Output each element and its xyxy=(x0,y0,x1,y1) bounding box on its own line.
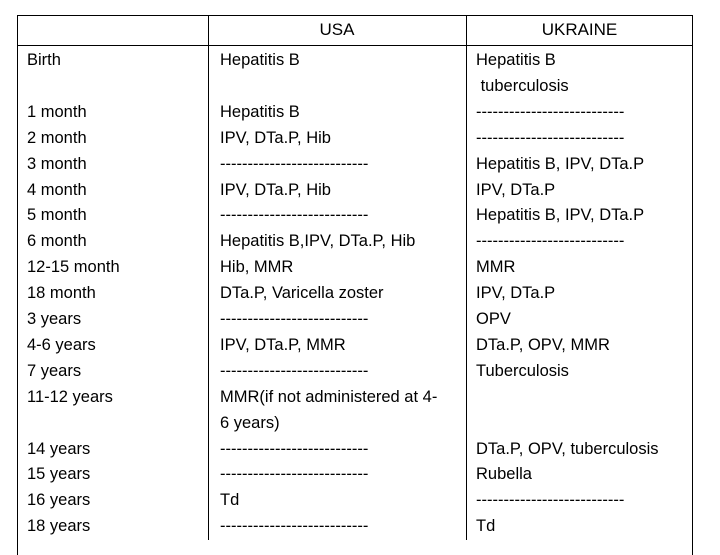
ukraine-cell: MMR xyxy=(476,258,516,277)
age-cell: 3 years xyxy=(27,310,82,328)
ukraine-cell: IPV, DTa.P xyxy=(476,284,556,303)
header-divider xyxy=(17,45,693,46)
ukraine-cell: Hepatitis B xyxy=(476,51,556,69)
age-cell: 1 month xyxy=(27,102,87,121)
usa-cell: --------------------------- xyxy=(220,517,369,536)
usa-cell: --------------------------- xyxy=(220,361,369,380)
ukraine-cell: Tuberculosis xyxy=(476,361,569,380)
usa-cell: --------------------------- xyxy=(220,154,369,173)
usa-cell: Hepatitis B xyxy=(220,51,300,69)
age-cell: 4 month xyxy=(27,180,87,199)
usa-cell: MMR(if not administered at 4- xyxy=(220,387,438,406)
usa-cell: --------------------------- xyxy=(220,465,369,484)
usa-cell: --------------------------- xyxy=(220,310,369,328)
age-cell: 4-6 years xyxy=(27,335,96,354)
usa-cell: IPV, DTa.P, Hib xyxy=(220,128,331,147)
usa-cell: Hepatitis B,IPV, DTa.P, Hib xyxy=(220,232,416,251)
usa-cell: 6 years) xyxy=(220,413,280,432)
age-cell: 12-15 month xyxy=(27,258,120,277)
age-cell: 2 month xyxy=(27,128,87,147)
ukraine-cell: Td xyxy=(476,517,496,536)
usa-cell: --------------------------- xyxy=(220,439,369,458)
age-cell: 18 month xyxy=(27,284,96,303)
usa-cell: DTa.P, Varicella zoster xyxy=(220,284,384,303)
column-divider-2 xyxy=(466,15,467,540)
usa-cell: --------------------------- xyxy=(220,206,369,225)
ukraine-cell: --------------------------- xyxy=(476,102,625,121)
ukraine-cell: IPV, DTa.P xyxy=(476,180,556,199)
age-cell: 7 years xyxy=(27,361,82,380)
ukraine-cell: OPV xyxy=(476,310,511,328)
ukraine-cell: --------------------------- xyxy=(476,128,625,147)
usa-cell: IPV, DTa.P, MMR xyxy=(220,335,346,354)
age-cell: Birth xyxy=(27,51,61,69)
ukraine-cell: Rubella xyxy=(476,465,532,484)
ukraine-cell: --------------------------- xyxy=(476,232,625,251)
ukraine-cell: Hepatitis B, IPV, DTa.P xyxy=(476,154,645,173)
age-cell: 6 month xyxy=(27,232,87,251)
ukraine-cell: DTa.P, OPV, tuberculosis xyxy=(476,439,659,458)
age-cell: 5 month xyxy=(27,206,87,225)
age-cell: 3 month xyxy=(27,154,87,173)
age-cell: 16 years xyxy=(27,491,91,510)
age-cell: 14 years xyxy=(27,439,91,458)
age-cell: 11-12 years xyxy=(27,387,113,406)
header-usa: USA xyxy=(319,20,355,39)
ukraine-cell: --------------------------- xyxy=(476,491,625,510)
usa-cell: IPV, DTa.P, Hib xyxy=(220,180,331,199)
age-cell: 18 years xyxy=(27,517,91,536)
ukraine-cell: tuberculosis xyxy=(476,76,569,95)
header-ukraine: UKRAINE xyxy=(541,20,618,39)
column-divider-1 xyxy=(208,15,209,540)
age-cell: 15 years xyxy=(27,465,91,484)
usa-cell: Hepatitis B xyxy=(220,102,300,121)
ukraine-cell: Hepatitis B, IPV, DTa.P xyxy=(476,206,645,225)
ukraine-cell: DTa.P, OPV, MMR xyxy=(476,335,610,354)
usa-cell: Hib, MMR xyxy=(220,258,294,277)
usa-cell: Td xyxy=(220,491,240,510)
